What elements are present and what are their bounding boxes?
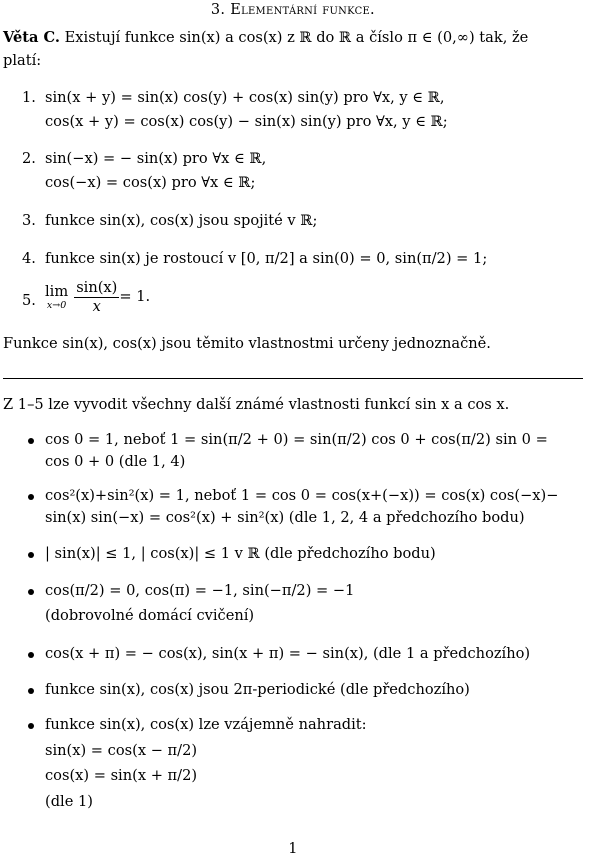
fraction [74,281,119,314]
bullet-line: (dle 1) [45,793,93,810]
page-number: 1 [288,840,298,857]
item-line: cos(x + y) = cos(x) cos(y) − sin(x) sin(y) pro ∀x, y ∈ ℝ; [45,113,448,130]
bullet-line: cos 0 + 0 (dle 1, 4) [45,453,186,470]
bullet-dot [28,688,34,694]
item-number: 4. [22,250,36,267]
bullet-dot [28,723,34,729]
item-line: funkce sin(x) je rostoucí v [0, π/2] a sin(0) = 0, sin(π/2) = 1; [45,250,488,267]
theorem-intro-text: Existují funkce sin(x) a cos(x) z ℝ do ℝ a číslo π ∈ (0,∞) tak, že [60,29,529,46]
bullet-line: cos(π/2) = 0, cos(π) = −1, sin(−π/2) = −1 [45,582,355,599]
derived-intro: Z 1–5 lze vyvodit všechny další známé vlastnosti funkcí sin x a cos x. [3,396,510,413]
fraction-numerator: sin(x) [76,279,118,296]
bullet-line: sin(x) sin(−x) = cos²(x) + sin²(x) (dle 1, 2, 4 a předchozího bodu) [45,509,525,526]
bullet-dot [28,494,34,500]
item-line: sin(x + y) = sin(x) cos(y) + cos(x) sin(y) pro ∀x, y ∈ ℝ, [45,89,445,106]
bullet-dot [28,438,34,444]
bullet-line: sin(x) = cos(x − π/2) [45,742,198,759]
limit-formula [45,281,150,314]
item-line: sin(−x) = − sin(x) pro ∀x ∈ ℝ, [45,150,267,167]
item-number: 5. [22,292,36,309]
item-line: cos(−x) = cos(x) pro ∀x ∈ ℝ; [45,174,256,191]
theorem-conclusion: Funkce sin(x), cos(x) jsou těmito vlastnostmi určeny jednoznačně. [3,335,491,352]
lim-text: lim [45,283,69,301]
item-number: 2. [22,150,36,167]
item-number: 1. [22,89,36,106]
bullet-line: (dobrovolné domácí cvičení) [45,607,255,624]
theorem-intro-continued: platí: [3,52,42,69]
bullet-dot [28,589,34,595]
bullet-line: funkce sin(x), cos(x) jsou 2π-periodické (dle předchozího) [45,681,470,698]
limit-operator [45,285,68,310]
fraction-denominator: x [92,297,101,315]
horizontal-divider [3,378,583,379]
bullet-line: cos(x) = sin(x + π/2) [45,767,198,784]
item-number: 3. [22,212,36,229]
bullet-line: funkce sin(x), cos(x) lze vzájemně nahradit: [45,716,367,733]
bullet-line: cos²(x)+sin²(x) = 1, neboť 1 = cos 0 = cos(x+(−x)) = cos(x) cos(−x)− [45,487,559,504]
bullet-line: cos(x + π) = − cos(x), sin(x + π) = − sin(x), (dle 1 a předchozího) [45,645,531,662]
theorem-intro [3,31,528,46]
bullet-line: | sin(x)| ≤ 1, | cos(x)| ≤ 1 v ℝ (dle předchozího bodu) [45,545,436,562]
lim-subscript: x→0 [46,299,67,311]
bullet-line: cos 0 = 1, neboť 1 = sin(π/2 + 0) = sin(π/2) cos 0 + cos(π/2) sin 0 = [45,431,548,448]
bullet-dot [28,552,34,558]
bullet-dot [28,652,34,658]
section-title: 3. Elementární funkce. [210,1,375,18]
limit-result: = 1. [119,288,151,306]
theorem-label: Věta C. [3,29,60,46]
item-line: funkce sin(x), cos(x) jsou spojité v ℝ; [45,212,318,229]
